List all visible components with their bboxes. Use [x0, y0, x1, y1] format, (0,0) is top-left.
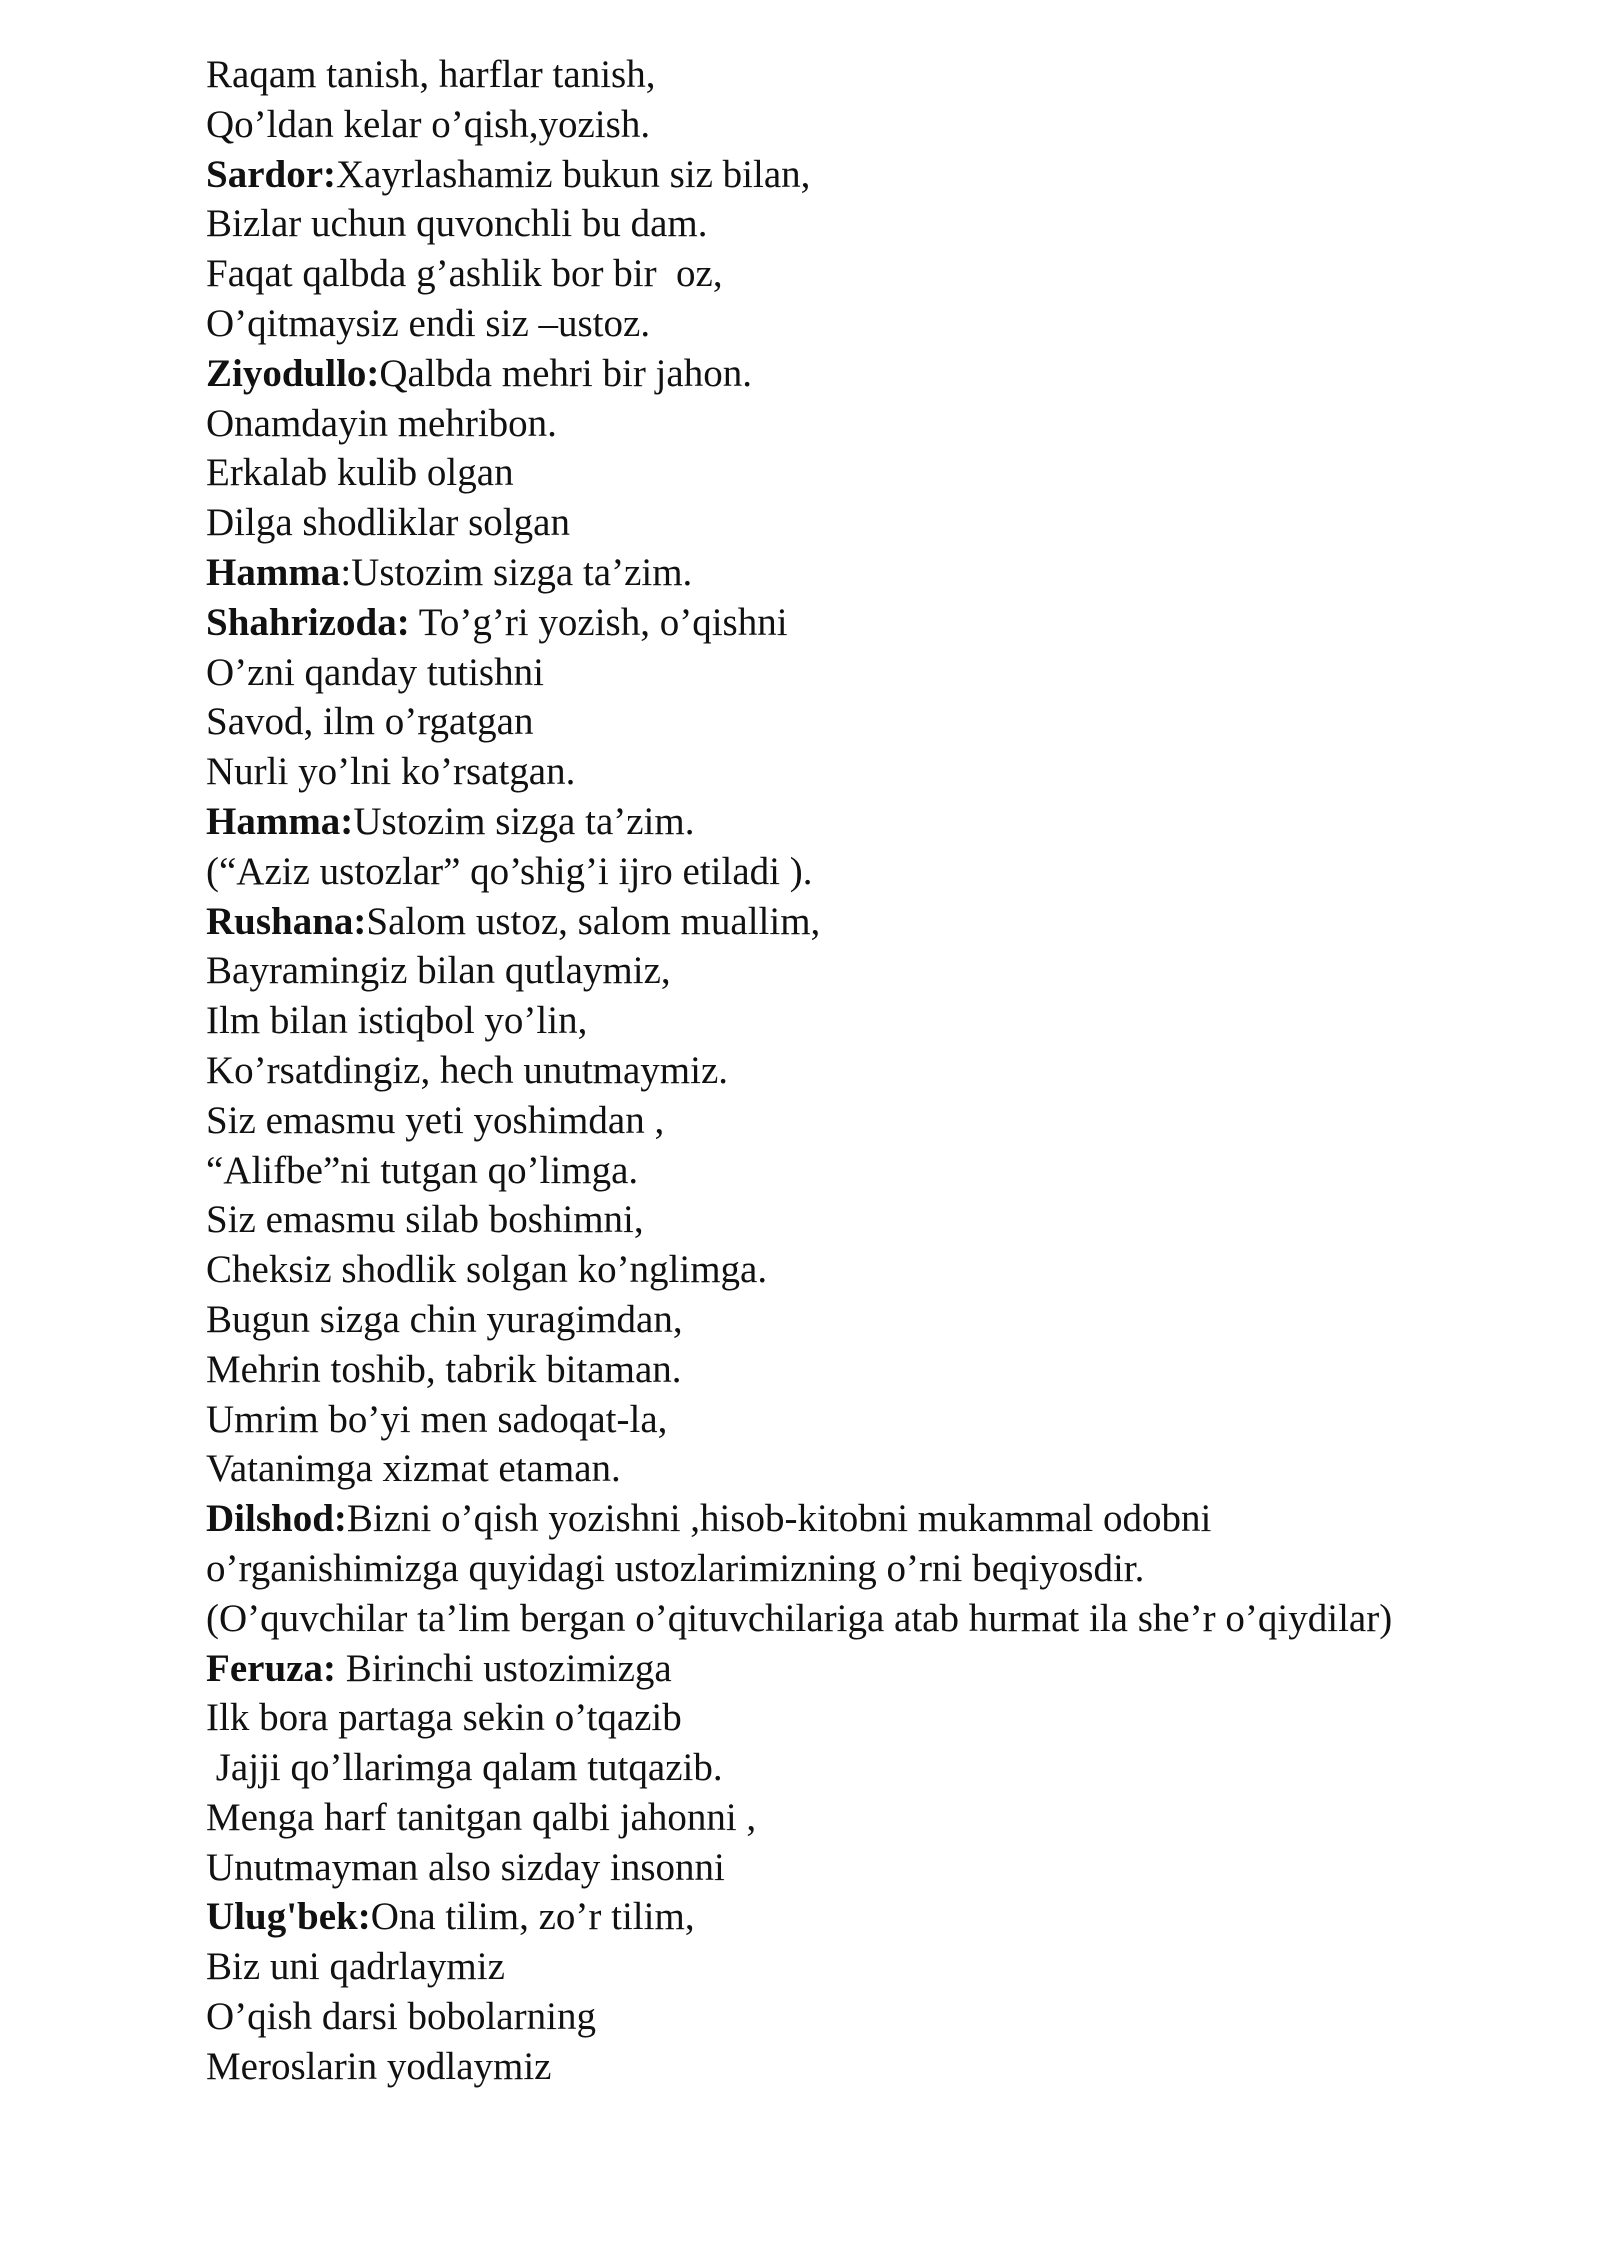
line-text: o’rganishimizga quyidagi ustozlarimizning o’rni beqiyosdir.: [206, 1546, 1145, 1590]
line-text: (O’quvchilar ta’lim bergan o’qituvchilariga atab hurmat ila she’r o’qiydilar): [206, 1596, 1393, 1640]
line-text: Onamdayin mehribon.: [206, 401, 557, 445]
text-line: [206, 897, 1576, 947]
speaker-name: Sardor:: [206, 152, 336, 196]
line-text: Dilga shodliklar solgan: [206, 501, 570, 545]
line-text: :Ustozim sizga ta’zim.: [340, 550, 693, 594]
line-text: Menga harf tanitgan qalbi jahonni ,: [206, 1795, 757, 1839]
text-line: [206, 448, 1576, 498]
text-line: [206, 1544, 1576, 1594]
text-line: [206, 498, 1576, 548]
line-text: Ko’rsatdingiz, hech unutmaymiz.: [206, 1048, 729, 1092]
line-text: Vatanimga xizmat etaman.: [206, 1447, 621, 1491]
line-text: Faqat qalbda g’ashlik bor bir oz,: [206, 252, 723, 296]
line-text: Qo’ldan kelar o’qish,yozish.: [206, 102, 651, 146]
line-text: Ilm bilan istiqbol yo’lin,: [206, 999, 588, 1043]
text-line: [206, 100, 1576, 150]
text-line: [206, 797, 1576, 847]
line-text: Bizlar uchun quvonchli bu dam.: [206, 202, 708, 246]
text-line: [206, 598, 1576, 648]
line-text: Siz emasmu yeti yoshimdan ,: [206, 1098, 665, 1142]
text-line: [206, 1892, 1576, 1942]
line-text: Xayrlashamiz bukun siz bilan,: [336, 152, 811, 196]
text-line: [206, 1644, 1576, 1694]
line-text: “Alifbe”ni tutgan qo’limga.: [206, 1148, 639, 1192]
script-text: [206, 50, 1576, 2092]
line-text: Cheksiz shodlik solgan ko’nglimga.: [206, 1248, 768, 1292]
text-line: [206, 1743, 1576, 1793]
text-line: [206, 299, 1576, 349]
line-text: (“Aziz ustozlar” qo’shig’i ijro etiladi ).: [206, 849, 813, 893]
line-text: O’qitmaysiz endi siz –ustoz.: [206, 301, 651, 345]
text-line: [206, 996, 1576, 1046]
text-line: [206, 1594, 1576, 1644]
line-text: Bugun sizga chin yuragimdan,: [206, 1297, 683, 1341]
speaker-name: Rushana:: [206, 899, 367, 943]
line-text: Bayramingiz bilan qutlaymiz,: [206, 949, 671, 993]
line-text: Mehrin toshib, tabrik bitaman.: [206, 1347, 682, 1391]
line-text: Unutmayman also sizday insonni: [206, 1845, 725, 1889]
text-line: [206, 1395, 1576, 1445]
line-text: Biz uni qadrlaymiz: [206, 1945, 505, 1989]
text-line: [206, 199, 1576, 249]
line-text: Ustozim sizga ta’zim.: [353, 799, 695, 843]
speaker-name: Hamma:: [206, 799, 354, 843]
line-text: O’zni qanday tutishni: [206, 650, 544, 694]
text-line: [206, 1992, 1576, 2042]
line-text: Umrim bo’yi men sadoqat-la,: [206, 1397, 668, 1441]
text-line: [206, 1693, 1576, 1743]
text-line: [206, 1444, 1576, 1494]
text-line: [206, 548, 1576, 598]
line-text: Bizni o’qish yozishni ,hisob-kitobni mukammal odobni: [346, 1497, 1212, 1541]
speaker-name: Ulug'bek:: [206, 1895, 371, 1939]
speaker-name: Shahrizoda:: [206, 600, 410, 644]
line-text: Qalbda mehri bir jahon.: [379, 351, 752, 395]
line-text: Jajji qo’llarimga qalam tutqazib.: [206, 1746, 723, 1790]
text-line: [206, 150, 1576, 200]
speaker-name: Ziyodullo:: [206, 351, 380, 395]
text-line: [206, 946, 1576, 996]
line-text: O’qish darsi bobolarning: [206, 1995, 596, 2039]
text-line: [206, 399, 1576, 449]
text-line: [206, 2042, 1576, 2092]
text-line: [206, 747, 1576, 797]
text-line: [206, 847, 1576, 897]
line-text: Ona tilim, zo’r tilim,: [370, 1895, 695, 1939]
text-line: [206, 249, 1576, 299]
text-line: [206, 349, 1576, 399]
text-line: [206, 1096, 1576, 1146]
text-line: [206, 1494, 1576, 1544]
line-text: To’g’ri yozish, o’qishni: [409, 600, 788, 644]
line-text: Erkalab kulib olgan: [206, 451, 514, 495]
line-text: Birinchi ustozimizga: [335, 1646, 672, 1690]
speaker-name: Feruza:: [206, 1646, 336, 1690]
text-line: [206, 1195, 1576, 1245]
text-line: [206, 648, 1576, 698]
line-text: Meroslarin yodlaymiz: [206, 2044, 552, 2088]
speaker-name: Dilshod:: [206, 1497, 347, 1541]
line-text: Salom ustoz, salom muallim,: [366, 899, 821, 943]
text-line: [206, 1345, 1576, 1395]
text-line: [206, 50, 1576, 100]
line-text: Raqam tanish, harflar tanish,: [206, 53, 656, 96]
text-line: [206, 1146, 1576, 1196]
line-text: Siz emasmu silab boshimni,: [206, 1198, 644, 1242]
line-text: Ilk bora partaga sekin o’tqazib: [206, 1696, 682, 1740]
text-line: [206, 1245, 1576, 1295]
text-line: [206, 1843, 1576, 1893]
speaker-name: Hamma: [206, 550, 341, 594]
line-text: Nurli yo’lni ko’rsatgan.: [206, 750, 576, 794]
line-text: Savod, ilm o’rgatgan: [206, 700, 534, 744]
text-line: [206, 697, 1576, 747]
text-line: [206, 1793, 1576, 1843]
text-line: [206, 1942, 1576, 1992]
text-line: [206, 1046, 1576, 1096]
text-line: [206, 1295, 1576, 1345]
